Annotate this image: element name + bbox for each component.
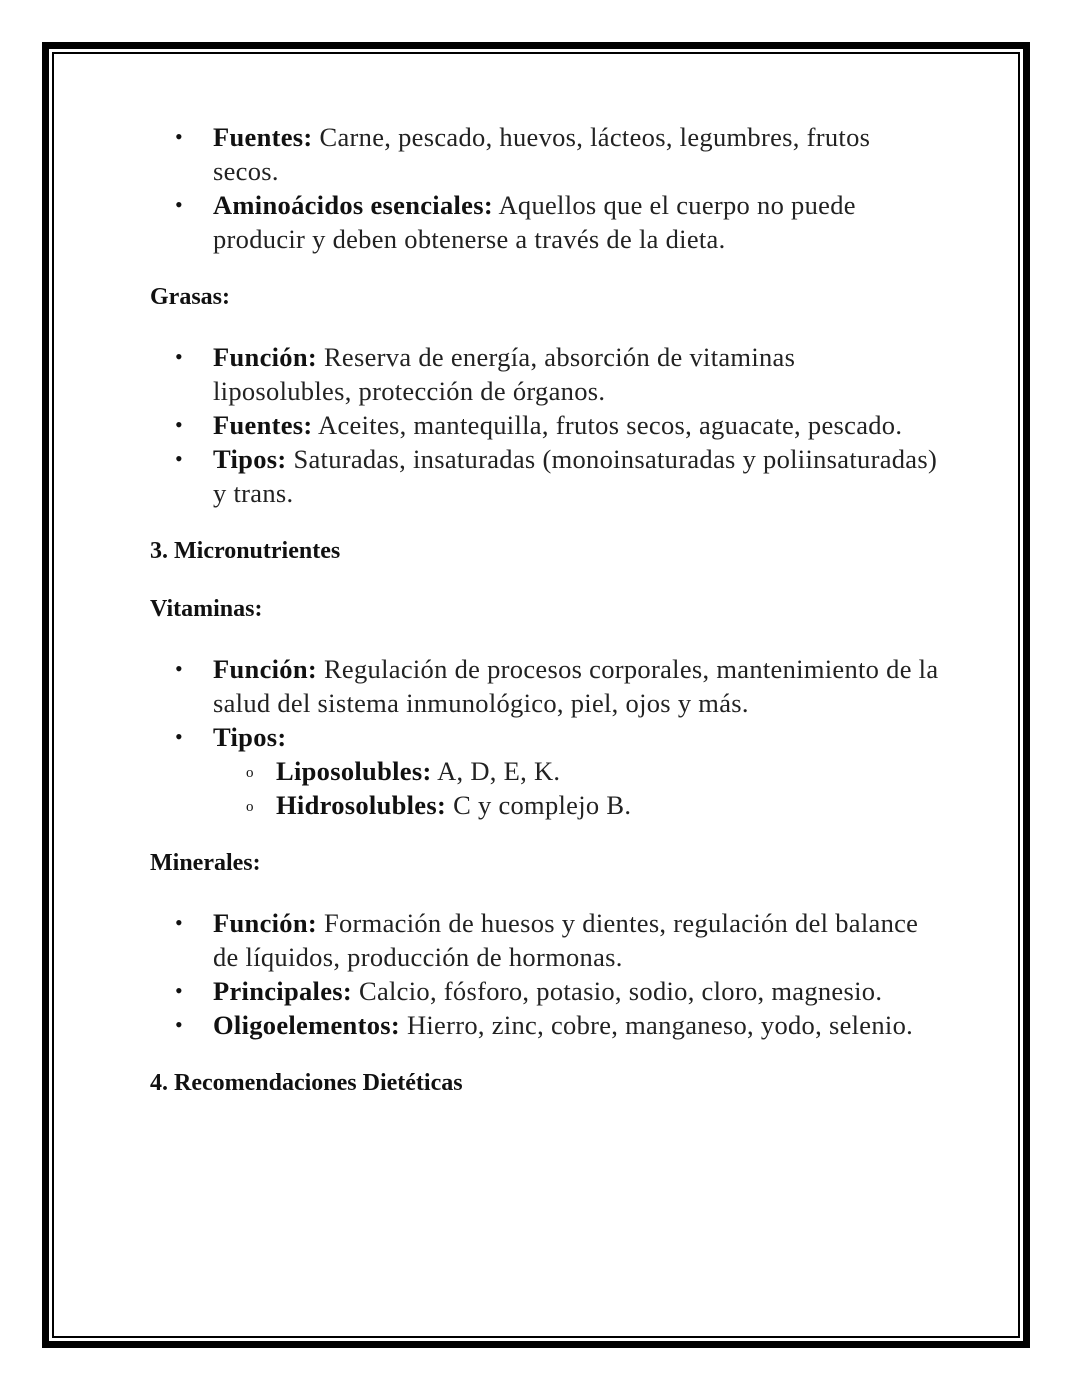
vitaminas-tipos-sublist	[213, 754, 940, 822]
item-label: Fuentes:	[213, 410, 313, 440]
list-item	[213, 408, 940, 442]
item-text: Aceites, mantequilla, frutos secos, aguacate, pescado.	[318, 410, 903, 440]
heading-recomendaciones: 4. Recomendaciones Dietéticas	[150, 1070, 463, 1096]
item-text: C y complejo B.	[453, 790, 632, 820]
heading-micronutrientes: 3. Micronutrientes	[150, 538, 341, 564]
item-label: Aminoácidos esenciales:	[213, 190, 493, 220]
list-item	[213, 974, 940, 1008]
item-text: Formación de huesos y dientes, regulación del balance de líquidos, producción de hormonas.	[213, 908, 919, 972]
item-label: Función:	[213, 342, 318, 372]
list-item	[213, 652, 940, 720]
list-item	[213, 1008, 940, 1042]
list-item	[213, 720, 940, 822]
item-text: Regulación de procesos corporales, mantenimiento de la salud del sistema inmunológico, piel, ojos y más.	[213, 654, 939, 718]
item-text: Aquellos que el cuerpo no puede producir y deben obtenerse a través de la dieta.	[213, 190, 856, 254]
heading-vitaminas: Vitaminas:	[150, 596, 263, 622]
item-label: Liposolubles:	[276, 756, 432, 786]
sublist-item	[276, 788, 940, 822]
list-item	[213, 906, 940, 974]
list-item	[213, 442, 940, 510]
heading-minerales: Minerales:	[150, 850, 261, 876]
list-item	[213, 340, 940, 408]
heading-grasas: Grasas:	[150, 284, 230, 310]
item-label: Oligoelementos:	[213, 1010, 401, 1040]
item-text: Saturadas, insaturadas (monoinsaturadas y poliinsaturadas) y trans.	[213, 444, 938, 508]
item-text: Reserva de energía, absorción de vitaminas liposolubles, protección de órganos.	[213, 342, 796, 406]
item-label: Tipos:	[213, 722, 287, 752]
item-label: Hidrosolubles:	[276, 790, 447, 820]
item-label: Fuentes:	[213, 122, 313, 152]
item-label: Tipos:	[213, 444, 287, 474]
item-text: Calcio, fósforo, potasio, sodio, cloro, magnesio.	[358, 976, 883, 1006]
document-page	[150, 120, 940, 1098]
sublist-item	[276, 754, 940, 788]
list-item	[213, 188, 940, 256]
list-item	[213, 120, 940, 188]
grasas-list	[150, 340, 940, 510]
item-text: Hierro, zinc, cobre, manganeso, yodo, selenio.	[406, 1010, 914, 1040]
vitaminas-list	[150, 652, 940, 822]
item-text: Carne, pescado, huevos, lácteos, legumbres, frutos secos.	[213, 122, 871, 186]
item-label: Principales:	[213, 976, 353, 1006]
item-label: Función:	[213, 908, 318, 938]
minerales-list	[150, 906, 940, 1042]
item-label: Función:	[213, 654, 318, 684]
proteinas-list	[150, 120, 940, 256]
item-text: A, D, E, K.	[437, 756, 561, 786]
